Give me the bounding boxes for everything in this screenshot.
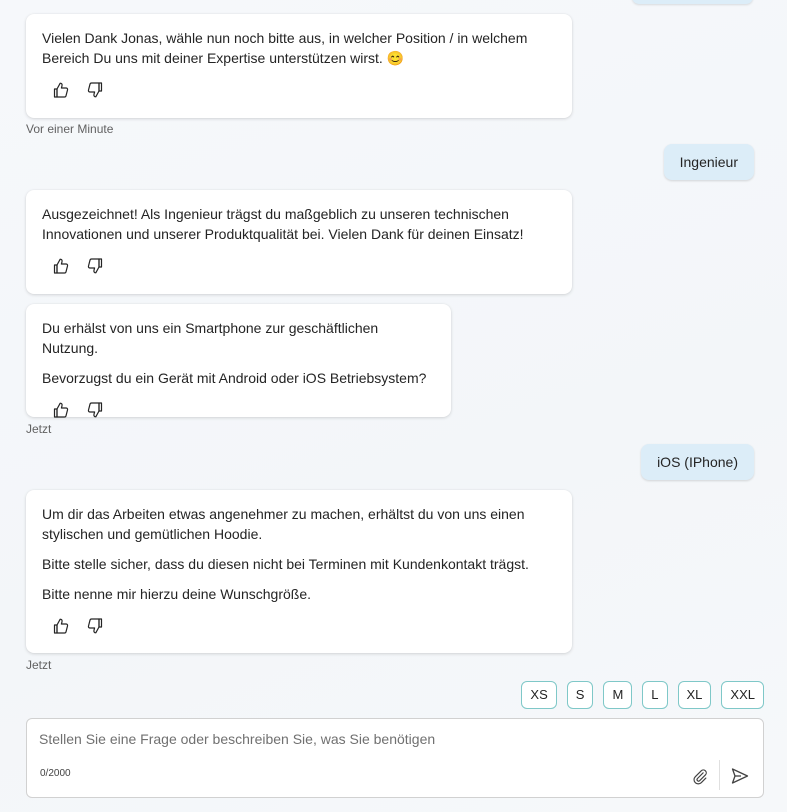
- thumbs-up-icon[interactable]: [48, 77, 74, 103]
- bot-message: [26, 14, 572, 118]
- thumbs-down-icon[interactable]: [82, 77, 108, 103]
- character-counter: 0/2000: [40, 768, 71, 779]
- message-text: Um dir das Arbeiten etwas angenehmer zu machen, erhältst du von uns einen stylischen und gemütlichen Hoodie.: [42, 506, 525, 542]
- paperclip-icon[interactable]: [687, 763, 713, 789]
- thumbs-up-icon[interactable]: [48, 253, 74, 279]
- message-text: Bitte nenne mir hierzu deine Wunschgröße.: [42, 586, 311, 602]
- thumbs-up-icon[interactable]: [48, 397, 74, 423]
- composer-divider: [719, 760, 720, 790]
- message-reactions: [48, 76, 556, 104]
- size-chip-xs[interactable]: XS: [521, 681, 556, 709]
- message-timestamp: Vor einer Minute: [26, 122, 114, 136]
- send-icon[interactable]: [727, 763, 753, 789]
- message-text: Du erhälst von uns ein Smartphone zur geschäftlichen Nutzung.: [42, 320, 379, 356]
- thumbs-up-icon[interactable]: [48, 613, 74, 639]
- message-composer: [26, 718, 764, 798]
- size-chip-s[interactable]: S: [567, 681, 594, 709]
- message-text: Vielen Dank Jonas, wähle nun noch bitte aus, in welcher Position / in welchem Bereich Du uns mit deiner Expertise unterstützen wirst. 😊: [42, 30, 528, 66]
- size-chip-m[interactable]: M: [603, 681, 632, 709]
- message-text: Bevorzugst du ein Gerät mit Android oder iOS Betriebsystem?: [42, 370, 427, 386]
- message-timestamp: Jetzt: [26, 658, 52, 672]
- previous-user-bubble: [632, 0, 753, 4]
- thumbs-down-icon[interactable]: [82, 613, 108, 639]
- message-input[interactable]: [39, 731, 739, 747]
- user-message: iOS (IPhone): [641, 444, 754, 480]
- message-text: Ausgezeichnet! Als Ingenieur trägst du maßgeblich zu unseren technischen Innovationen und unserer Produktqualität bei. Vielen Dank für deinen Einsatz!: [42, 206, 524, 242]
- message-reactions: [48, 396, 435, 424]
- message-reactions: [48, 252, 556, 280]
- user-message: Ingenieur: [664, 144, 754, 180]
- message-reactions: [48, 612, 556, 640]
- bot-message: [26, 190, 572, 294]
- size-chip-xxl[interactable]: XXL: [721, 681, 764, 709]
- thumbs-down-icon[interactable]: [82, 253, 108, 279]
- message-text: Bitte stelle sicher, dass du diesen nicht bei Terminen mit Kundenkontakt trägst.: [42, 556, 529, 572]
- thumbs-down-icon[interactable]: [82, 397, 108, 423]
- size-chip-l[interactable]: L: [642, 681, 667, 709]
- bot-message: [26, 490, 572, 653]
- bot-message: [26, 304, 451, 417]
- size-chip-xl[interactable]: XL: [678, 681, 712, 709]
- size-suggestions: [521, 681, 764, 709]
- message-timestamp: Jetzt: [26, 422, 52, 436]
